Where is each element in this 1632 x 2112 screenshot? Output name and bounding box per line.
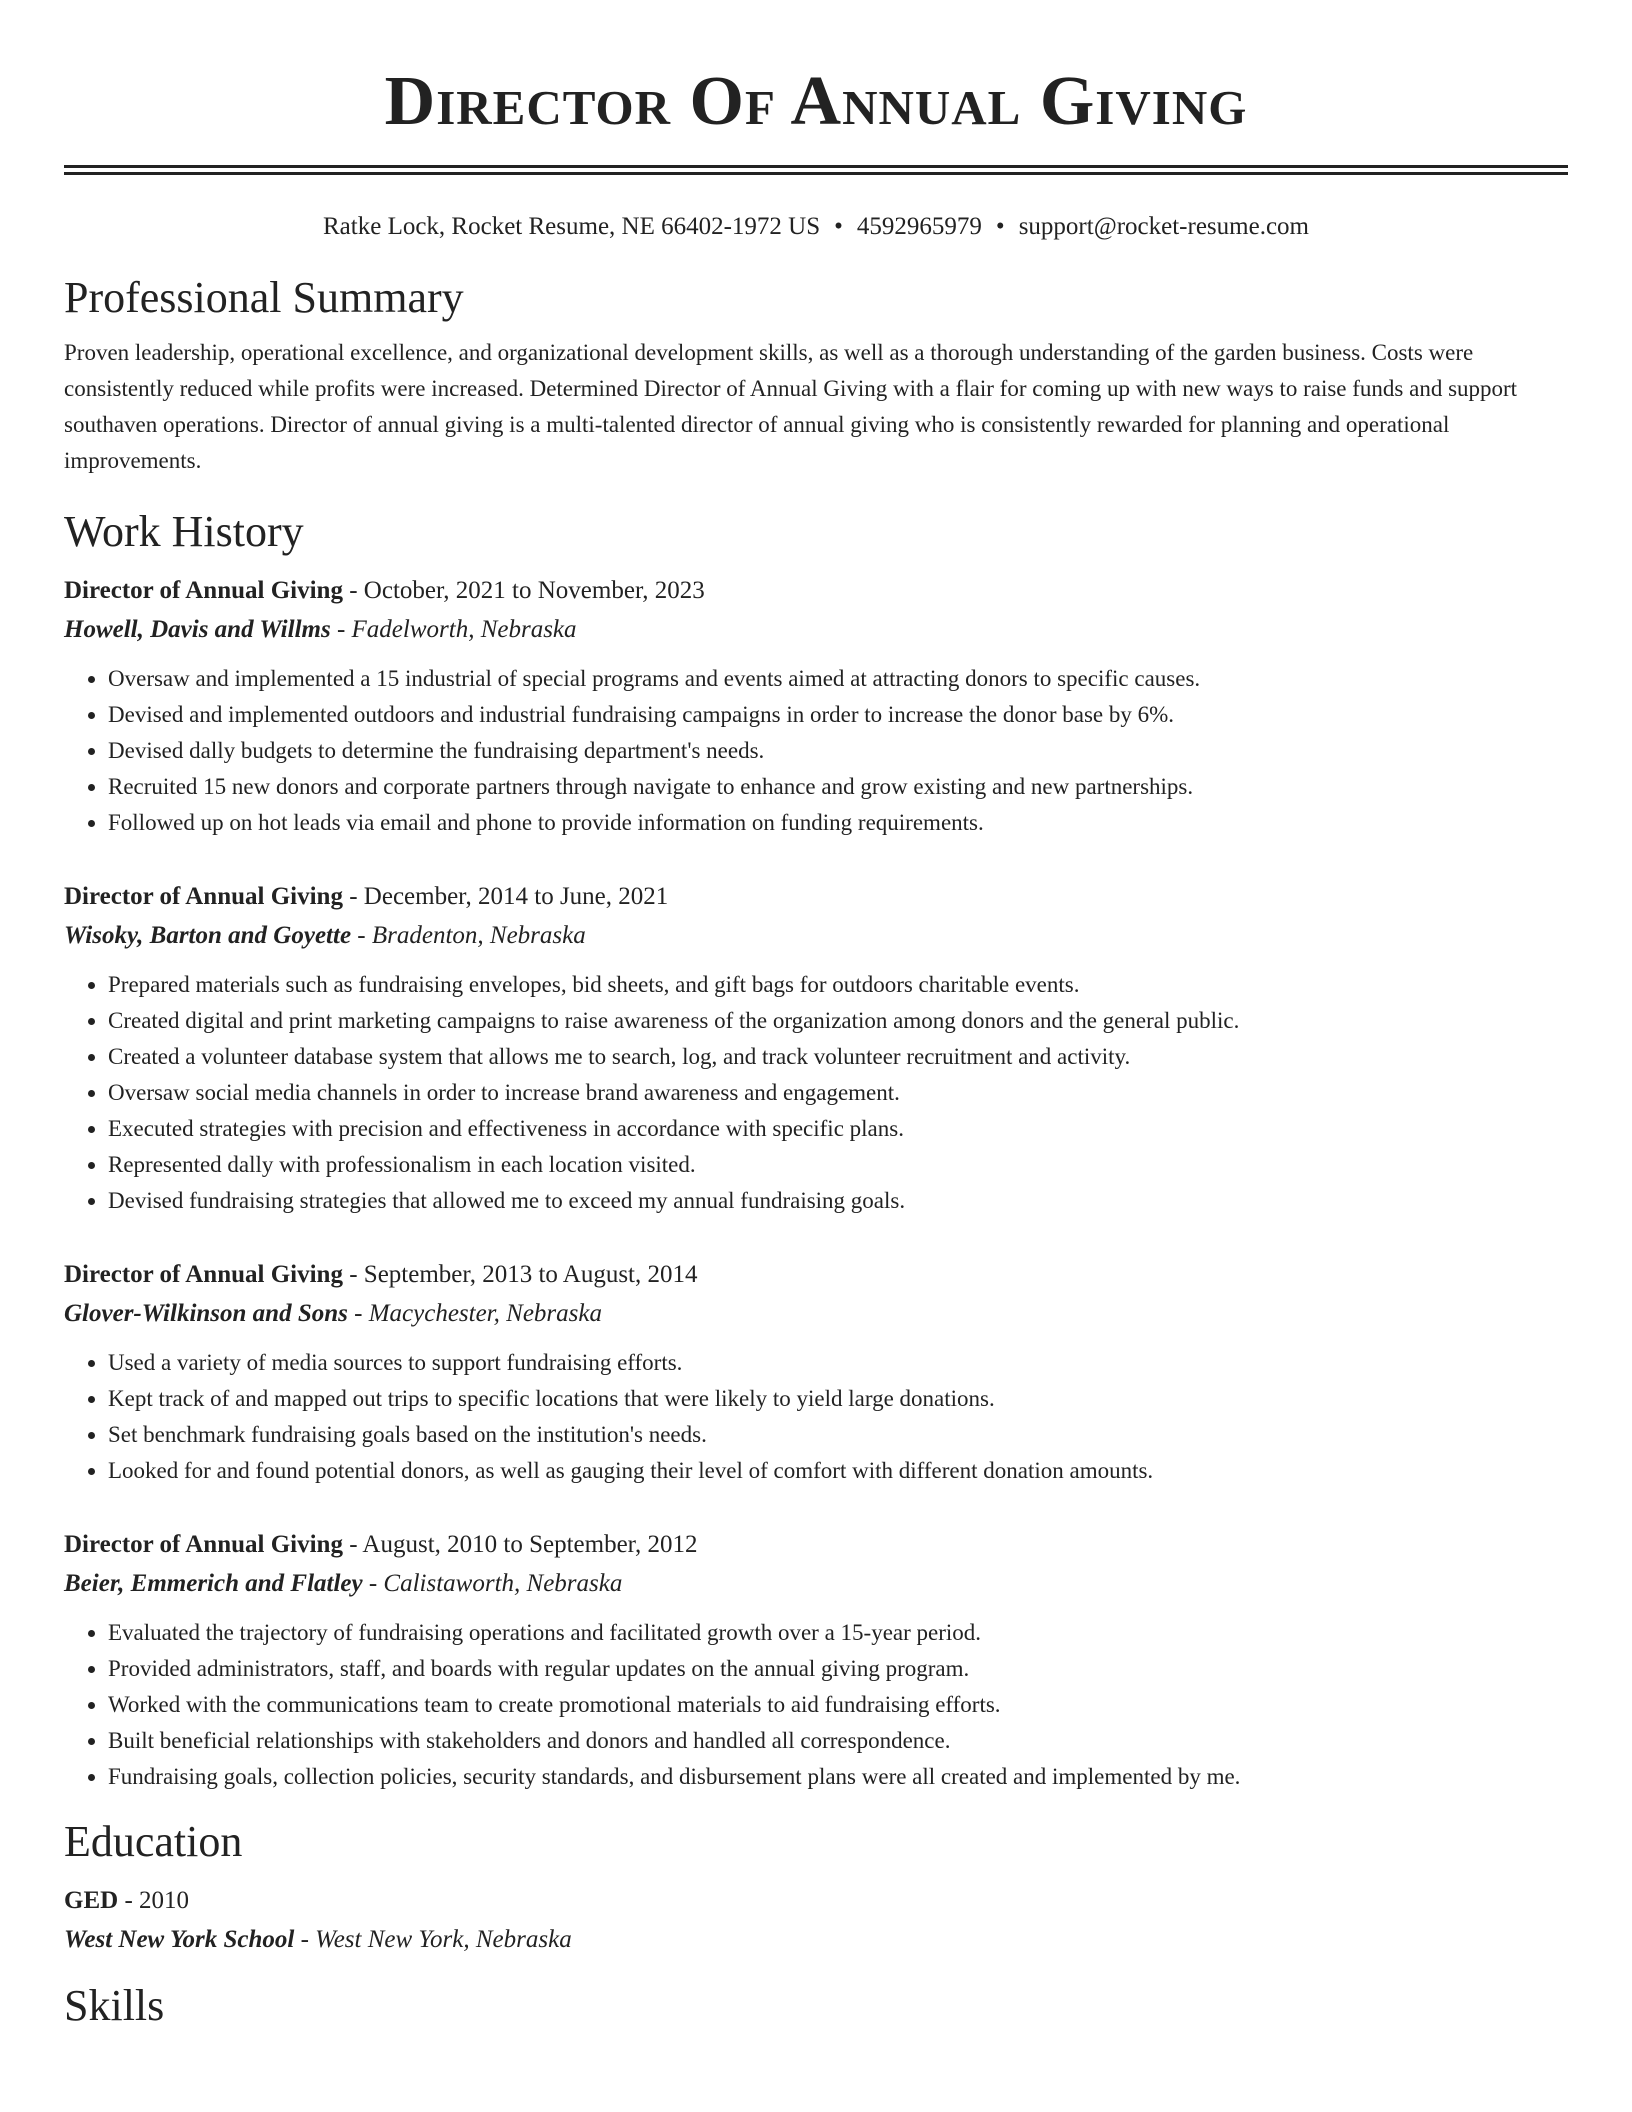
job-entry [64, 877, 1568, 1219]
contact-address: Ratke Lock, Rocket Resume, NE 66402-1972 US [323, 213, 821, 240]
job-company: Glover-Wilkinson and Sons [64, 1300, 348, 1327]
contact-phone: 4592965979 [856, 213, 982, 240]
job-duty-item: • Built beneficial relationships with stakeholders and donors and handled all correspondence. [108, 1723, 1568, 1759]
job-duty-item: • Set benchmark fundraising goals based on the institution's needs. [108, 1417, 1568, 1453]
document-title: Director Of Annual Giving [384, 63, 1248, 140]
job-company-line [64, 1294, 1568, 1333]
job-duty-item: • Evaluated the trajectory of fundraising operations and facilitated growth over a 15-year period. [108, 1615, 1568, 1651]
education-year: - 2010 [118, 1887, 190, 1914]
job-duty-item: • Devised dally budgets to determine the fundraising department's needs. [108, 733, 1568, 769]
job-duty-item: • Used a variety of media sources to support fundraising efforts. [108, 1345, 1568, 1381]
job-duty-item: • Followed up on hot leads via email and phone to provide information on funding requirements. [108, 805, 1568, 841]
education-school: West New York School [64, 1926, 295, 1953]
work-history-heading: Work History [64, 507, 304, 556]
job-title: Director of Annual Giving [64, 883, 343, 910]
job-company-line [64, 610, 1568, 649]
job-title-line [64, 571, 1568, 610]
job-title-line [64, 1255, 1568, 1294]
contact-email: support@rocket-resume.com [1018, 213, 1309, 240]
summary-heading: Professional Summary [64, 273, 464, 322]
contact-separator: • [834, 213, 843, 240]
job-company: Howell, Davis and Willms [64, 616, 331, 643]
job-duty-item: • Oversaw and implemented a 15 industrial of special programs and events aimed at attracting donors to specific causes. [108, 661, 1568, 697]
work-history-list [64, 571, 1568, 1795]
summary-text: Proven leadership, operational excellence, and organizational development skills, as well as a thorough understanding of the garden business. Costs were consistently reduced while profits were increased. Determined Director of Annual Giving with a flair for coming up with new ways to raise funds and support southaven operations. Director of annual giving is a multi-talented director of annual giving who is consistently rewarded for planning and operational improvements. [64, 340, 1518, 473]
job-entry [64, 1255, 1568, 1489]
title-double-rule [64, 165, 1568, 175]
job-duties-list [64, 967, 1568, 1219]
job-duty-item: • Created digital and print marketing campaigns to raise awareness of the organization among donors and the general public. [108, 1003, 1568, 1039]
job-duty-item: • Devised fundraising strategies that allowed me to exceed my annual fundraising goals. [108, 1183, 1568, 1219]
job-duty-item: • Kept track of and mapped out trips to specific locations that were likely to yield large donations. [108, 1381, 1568, 1417]
job-company: Beier, Emmerich and Flatley [64, 1570, 363, 1597]
job-dates: - December, 2014 to June, 2021 [342, 883, 669, 910]
job-title: Director of Annual Giving [64, 577, 343, 604]
job-duty-item: • Devised and implemented outdoors and industrial fundraising campaigns in order to increase the donor base by 6%. [108, 697, 1568, 733]
job-title-line [64, 877, 1568, 916]
job-entry [64, 571, 1568, 841]
job-dates: - September, 2013 to August, 2014 [342, 1261, 698, 1288]
education-degree: GED [64, 1887, 119, 1914]
job-duty-item: • Recruited 15 new donors and corporate partners through navigate to enhance and grow existing and new partnerships. [108, 769, 1568, 805]
education-degree-line [64, 1881, 1568, 1920]
job-dates: - August, 2010 to September, 2012 [342, 1531, 698, 1558]
job-duty-item: • Represented dally with professionalism in each location visited. [108, 1147, 1568, 1183]
job-location: - Macychester, Nebraska [347, 1300, 602, 1327]
education-entry [64, 1881, 1568, 1959]
job-duty-item: • Worked with the communications team to create promotional materials to aid fundraising efforts. [108, 1687, 1568, 1723]
education-location: - West New York, Nebraska [294, 1926, 572, 1953]
job-duties-list [64, 1345, 1568, 1489]
job-location: - Fadelworth, Nebraska [330, 616, 577, 643]
job-company: Wisoky, Barton and Goyette [64, 922, 352, 949]
education-heading: Education [64, 1817, 243, 1866]
job-duty-item: • Oversaw social media channels in order to increase brand awareness and engagement. [108, 1075, 1568, 1111]
job-duty-item: • Fundraising goals, collection policies, security standards, and disbursement plans were all created and implemented by me. [108, 1759, 1568, 1795]
job-company-line [64, 1564, 1568, 1603]
job-duty-item: • Provided administrators, staff, and boards with regular updates on the annual giving program. [108, 1651, 1568, 1687]
job-entry [64, 1525, 1568, 1795]
job-dates: - October, 2021 to November, 2023 [342, 577, 705, 604]
job-duty-item: • Prepared materials such as fundraising envelopes, bid sheets, and gift bags for outdoors charitable events. [108, 967, 1568, 1003]
job-company-line [64, 916, 1568, 955]
contact-separator: • [995, 213, 1005, 240]
job-duty-item: • Created a volunteer database system that allows me to search, log, and track volunteer recruitment and activity. [108, 1039, 1568, 1075]
contact-line [64, 211, 1568, 243]
job-title-line [64, 1525, 1568, 1564]
job-duty-item: • Looked for and found potential donors, as well as gauging their level of comfort with different donation amounts. [108, 1453, 1568, 1489]
education-school-line [64, 1920, 1568, 1959]
job-title: Director of Annual Giving [64, 1261, 343, 1288]
skills-heading: Skills [64, 1981, 165, 2030]
job-duty-item: • Executed strategies with precision and effectiveness in accordance with specific plans. [108, 1111, 1568, 1147]
job-location: - Calistaworth, Nebraska [362, 1570, 623, 1597]
job-duties-list [64, 661, 1568, 841]
job-duties-list [64, 1615, 1568, 1795]
job-title: Director of Annual Giving [64, 1531, 343, 1558]
job-location: - Bradenton, Nebraska [351, 922, 586, 949]
